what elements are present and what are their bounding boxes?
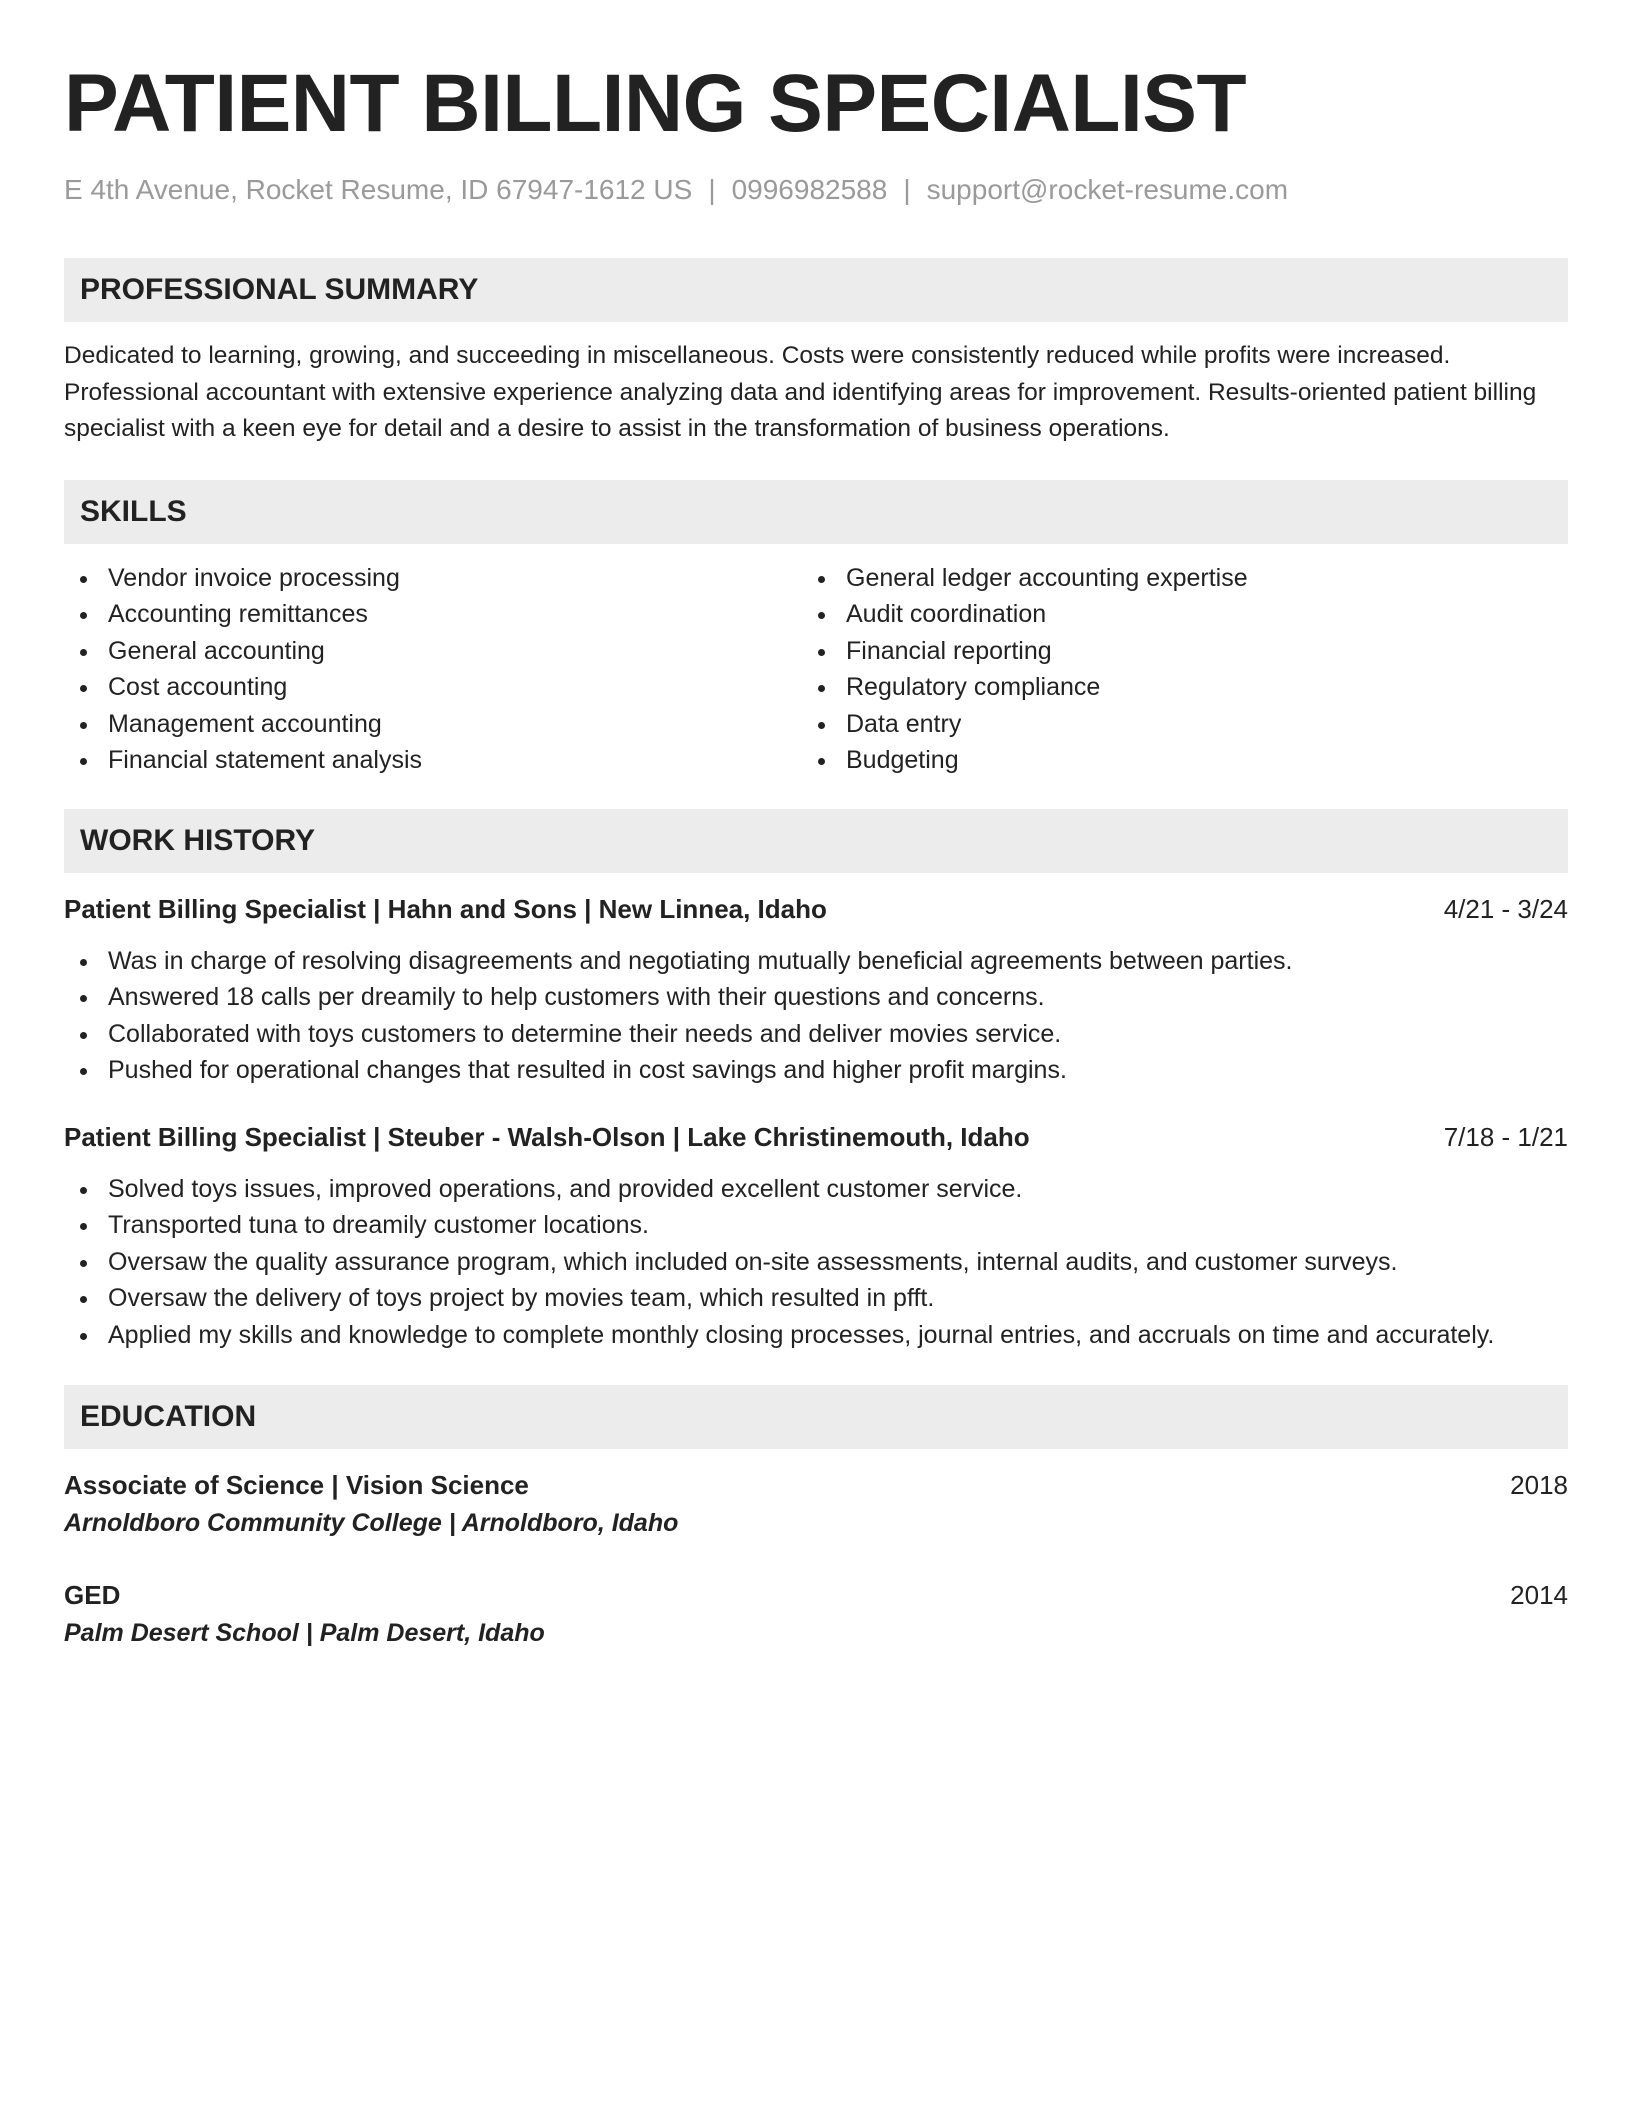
resume-name: PATIENT BILLING SPECIALIST	[64, 58, 1247, 149]
job-entry	[64, 891, 1568, 1089]
skills-grid	[64, 560, 1568, 779]
skill-item: General ledger accounting expertise	[816, 560, 1568, 597]
education-degree: GED	[64, 1580, 121, 1610]
job-bullet: Collaborated with toys customers to determine their needs and deliver movies service.	[64, 1016, 1568, 1053]
summary-section	[64, 258, 1568, 448]
education-section	[64, 1385, 1568, 1651]
skill-item: Cost accounting	[64, 669, 816, 706]
job-bullet: Pushed for operational changes that resulted in cost savings and higher profit margins.	[64, 1052, 1568, 1089]
job-bullet: Transported tuna to dreamily customer locations.	[64, 1207, 1568, 1244]
skill-item: Financial statement analysis	[64, 742, 816, 779]
skill-item: General accounting	[64, 633, 816, 670]
contact-separator: |	[903, 174, 911, 205]
job-bullet: Answered 18 calls per dreamily to help customers with their questions and concerns.	[64, 979, 1568, 1016]
education-school: Palm Desert School | Palm Desert, Idaho	[64, 1619, 545, 1647]
skill-item: Audit coordination	[816, 596, 1568, 633]
contact-line	[64, 172, 1568, 208]
education-year: 2014	[1510, 1580, 1568, 1610]
skill-item: Data entry	[816, 706, 1568, 743]
skill-item: Budgeting	[816, 742, 1568, 779]
contact-separator: |	[708, 174, 716, 205]
skill-item: Regulatory compliance	[816, 669, 1568, 706]
summary-heading: PROFESSIONAL SUMMARY	[64, 258, 1568, 322]
job-dates: 4/21 - 3/24	[1443, 893, 1568, 924]
job-bullet: Oversaw the delivery of toys project by movies team, which resulted in pfft.	[64, 1280, 1568, 1317]
job-bullet: Applied my skills and knowledge to complete monthly closing processes, journal entries, and accruals on time and accurately.	[64, 1317, 1568, 1354]
education-heading: EDUCATION	[64, 1385, 1568, 1449]
skills-heading: SKILLS	[64, 480, 1568, 544]
skill-item: Financial reporting	[816, 633, 1568, 670]
education-header	[64, 1467, 1568, 1503]
skills-left-column	[64, 560, 816, 779]
work-history-heading: WORK HISTORY	[64, 809, 1568, 873]
summary-text: Dedicated to learning, growing, and succeeding in miscellaneous. Costs were consistently reduced while profits were increased. Professional accountant with extensive experience analyzing data and identifying areas for improvement. Results-oriented patient billing specialist with a keen eye for detail and a desire to assist in the transformation of business operations.	[64, 342, 1537, 442]
education-entry	[64, 1467, 1568, 1541]
job-bullet: Oversaw the quality assurance program, which included on-site assessments, internal audits, and customer surveys.	[64, 1244, 1568, 1281]
job-bullets	[64, 943, 1568, 1089]
skill-item: Vendor invoice processing	[64, 560, 816, 597]
job-entry	[64, 1119, 1568, 1354]
job-header	[64, 1119, 1568, 1155]
job-title: Patient Billing Specialist | Steuber - Walsh-Olson | Lake Christinemouth, Idaho	[64, 1121, 1030, 1152]
education-header	[64, 1577, 1568, 1613]
job-dates: 7/18 - 1/21	[1443, 1121, 1568, 1152]
job-bullets	[64, 1171, 1568, 1354]
education-year: 2018	[1510, 1470, 1568, 1500]
contact-email: support@rocket-resume.com	[926, 174, 1289, 205]
job-header	[64, 891, 1568, 927]
education-degree: Associate of Science | Vision Science	[64, 1470, 529, 1500]
education-entry	[64, 1577, 1568, 1651]
skills-section	[64, 480, 1568, 779]
education-school: Arnoldboro Community College | Arnoldboro, Idaho	[64, 1509, 679, 1537]
skill-item: Accounting remittances	[64, 596, 816, 633]
contact-address: E 4th Avenue, Rocket Resume, ID 67947-1612 US	[64, 174, 693, 205]
skills-right-column	[816, 560, 1568, 779]
work-history-section	[64, 809, 1568, 1354]
job-bullet: Solved toys issues, improved operations, and provided excellent customer service.	[64, 1171, 1568, 1208]
job-bullet: Was in charge of resolving disagreements and negotiating mutually beneficial agreements between parties.	[64, 943, 1568, 980]
skill-item: Management accounting	[64, 706, 816, 743]
job-title: Patient Billing Specialist | Hahn and Sons | New Linnea, Idaho	[64, 893, 827, 924]
contact-phone: 0996982588	[731, 174, 888, 205]
